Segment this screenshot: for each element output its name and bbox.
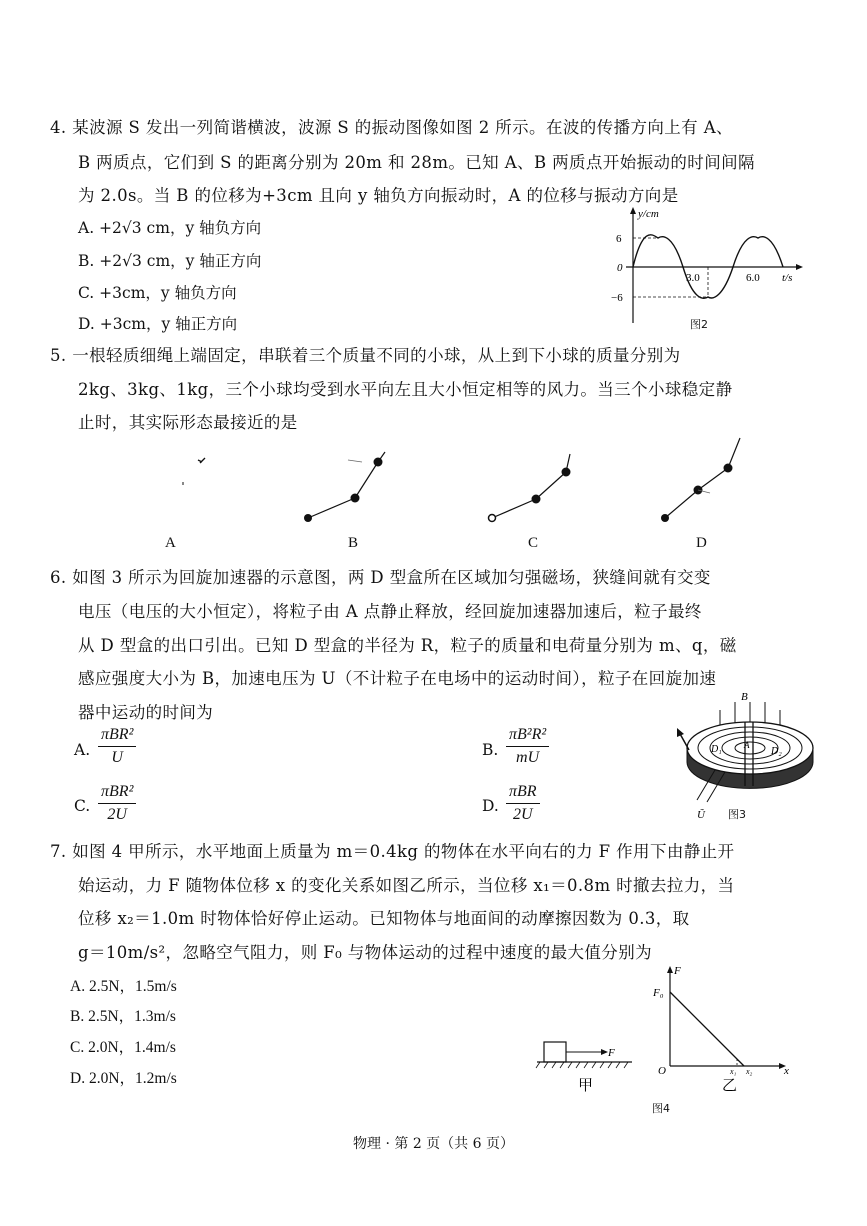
fig2-x-arrow — [796, 264, 803, 270]
q4-option-b: B. +2√3 cm，y 轴正方向 — [78, 252, 262, 270]
q5-b-ball-3 — [304, 514, 312, 522]
fig4-yi-graph — [652, 965, 789, 1077]
q5-d-ball-1 — [724, 464, 733, 473]
q6-option-d-letter: D. — [482, 797, 499, 815]
q6-option-a-fraction — [98, 726, 136, 767]
q6-option-a-letter: A. — [74, 741, 91, 759]
q4-option-a: A. +2√3 cm，y 轴负方向 — [78, 219, 262, 237]
q6-option-c-letter: C. — [74, 797, 91, 815]
q5-label-b: B — [348, 535, 359, 551]
q6-line-5: 器中运动的时间为 — [78, 703, 214, 722]
q4-option-d: D. +3cm，y 轴正方向 — [78, 315, 238, 333]
q5-line-1: 5. 一根轻质细绳上端固定，串联着三个质量不同的小球，从上到下小球的质量分别为 — [50, 346, 681, 365]
q5-label-c: C — [528, 535, 539, 551]
q6-line-3: 从 D 型盒的出口引出。已知 D 型盒的半径为 R，粒子的质量和电荷量分别为 m、q，磁 — [78, 636, 737, 655]
q5-c-ball-3 — [489, 515, 496, 522]
q4-line-1: 4. 某波源 S 发出一列简谐横波，波源 S 的振动图像如图 2 所示。在波的传播方向上有 A、 — [50, 118, 733, 137]
fig4-label-o: O — [658, 1065, 666, 1077]
fig3-disk — [687, 722, 813, 774]
q5-line-2: 2kg、3kg、1kg，三个小球均受到水平向左且大小恒定相等的风力。当三个小球稳定静 — [78, 380, 733, 399]
fig3-label-d1: D₁ — [711, 744, 722, 755]
q5-b-ball-2 — [351, 494, 360, 503]
q6-option-d-num: πBR — [506, 783, 540, 804]
fig2-tick-neg6: −6 — [611, 292, 623, 304]
q5-diagram-b — [304, 452, 385, 522]
q4-line-2: B 两质点，它们到 S 的距离分别为 20m 和 28m。已知 A、B 两质点开始振动的时间间隔 — [78, 153, 755, 172]
figure-3-cyclotron — [675, 690, 825, 825]
q4-option-c: C. +3cm，y 轴负方向 — [78, 284, 237, 302]
figure-3-caption: 图3 — [728, 808, 746, 821]
q7-option-a: A. 2.5N，1.5m/s — [70, 978, 177, 995]
q5-b-ball-1 — [374, 458, 383, 467]
q6-option-d-den: 2U — [513, 806, 533, 823]
fig3-label-a: A — [744, 740, 750, 750]
q6-option-b-den: mU — [516, 749, 540, 766]
fig2-tick-0: 0 — [617, 262, 623, 274]
q7-line-3: 位移 x₂＝1.0m 时物体恰好停止运动。已知物体与地面间的动摩擦因数为 0.3，取 — [78, 909, 690, 928]
q5-diagram-d — [661, 438, 740, 522]
page-footer: 物理 · 第 2 页（共 6 页） — [353, 1136, 514, 1152]
fig4-label-jia: 甲 — [578, 1076, 594, 1094]
fig3-label-d2: D₂ — [771, 746, 782, 757]
fig4-label-f-arrow: F — [608, 1047, 615, 1059]
fig3-label-b: B — [741, 691, 748, 703]
q6-option-c-den: 2U — [107, 806, 127, 823]
q5-diagram-c — [489, 454, 571, 522]
q7-line-1: 7. 如图 4 甲所示，水平地面上质量为 m＝0.4kg 的物体在水平向右的力 F 作用下由静止开 — [50, 842, 735, 861]
q5-ball-diagrams — [150, 430, 770, 535]
fig4-label-yi: 乙 — [722, 1076, 738, 1094]
fig4-block — [544, 1042, 566, 1062]
q5-label-a: A — [165, 535, 176, 551]
q6-option-d-fraction — [506, 783, 540, 824]
q7-line-4: g＝10m/s²，忽略空气阻力，则 F₀ 与物体运动的过程中速度的最大值分别为 — [78, 943, 652, 962]
q6-line-4: 感应强度大小为 B，加速电压为 U（不计粒子在电场中的运动时间），粒子在回旋加速 — [78, 669, 717, 688]
q6-line-1: 6. 如图 3 所示为回旋加速器的示意图，两 D 型盒所在区域加匀强磁场，狭缝间就有交变 — [50, 568, 711, 587]
q5-diagram-a — [183, 458, 205, 485]
q5-c-ball-1 — [562, 468, 571, 477]
fig2-x-label: t/s — [782, 272, 793, 284]
q5-d-ball-3 — [661, 514, 669, 522]
q6-line-2: 电压（电压的大小恒定），将粒子由 A 点静止释放，经回旋加速器加速后，粒子最终 — [78, 602, 702, 621]
fig4-force-line — [670, 992, 744, 1066]
fig4-label-f0: F₀ — [653, 987, 664, 999]
fig4-jia-block — [536, 1042, 632, 1068]
fig2-tick-6s: 6.0 — [746, 272, 760, 284]
figure-2-wave-graph — [608, 205, 808, 335]
fig4-label-x1: x₁ — [730, 1067, 737, 1076]
fig2-tick-3: 3.0 — [686, 272, 700, 284]
fig3-label-u: Ũ — [697, 809, 705, 821]
q6-option-a-den: U — [111, 749, 123, 766]
q7-option-b: B. 2.5N，1.3m/s — [70, 1008, 176, 1025]
figure-4-diagrams — [532, 962, 802, 1102]
q6-option-b-letter: B. — [482, 741, 499, 759]
q6-option-b-num: πB²R² — [506, 726, 549, 747]
fig4-label-x2: x₂ — [746, 1067, 753, 1076]
fig4-label-f-axis: F — [674, 965, 681, 977]
q5-label-d: D — [696, 535, 707, 551]
figure-4-caption: 图4 — [652, 1102, 670, 1115]
q7-line-2: 始运动，力 F 随物体位移 x 的变化关系如图乙所示，当位移 x₁＝0.8m 时撤去拉力，当 — [78, 876, 735, 895]
q5-line-3: 止时，其实际形态最接近的是 — [78, 413, 298, 432]
fig2-tick-6: 6 — [616, 233, 622, 245]
fig2-y-label: y/cm — [638, 208, 659, 220]
fig2-y-arrow — [630, 207, 636, 214]
q7-option-d: D. 2.0N，1.2m/s — [70, 1070, 177, 1087]
figure-2-caption: 图2 — [690, 318, 708, 331]
q4-line-3: 为 2.0s。当 B 的位移为+3cm 且向 y 轴负方向振动时，A 的位移与振动方向是 — [78, 186, 679, 205]
q6-option-c-num: πBR² — [98, 783, 136, 804]
fig4-label-x: x — [784, 1065, 789, 1077]
q6-option-c-fraction — [98, 783, 136, 824]
q6-option-b-fraction — [506, 726, 549, 767]
q5-c-ball-2 — [532, 495, 541, 504]
q6-option-a-num: πBR² — [98, 726, 136, 747]
q7-option-c: C. 2.0N，1.4m/s — [70, 1039, 176, 1056]
